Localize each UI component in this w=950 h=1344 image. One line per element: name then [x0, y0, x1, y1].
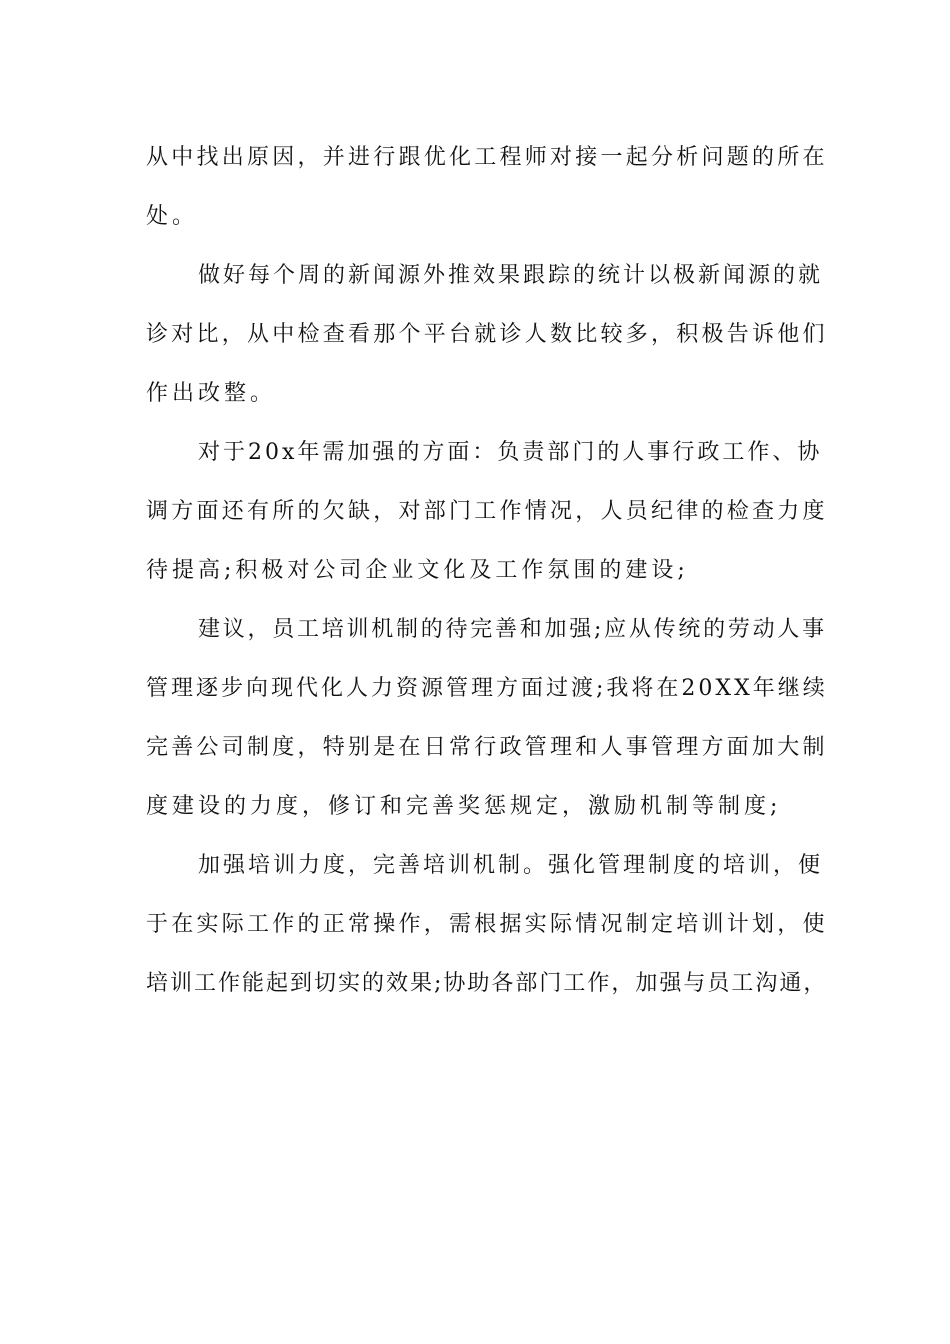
text-line: 做好每个周的新闻源外推效果跟踪的统计以极新闻源的就: [198, 263, 824, 288]
text-line: 加强培训力度，完善培训机制。强化管理制度的培训，便: [198, 853, 824, 878]
text-line: 对于20x年需加强的方面：负责部门的人事行政工作、协: [198, 440, 823, 465]
text-line: 培训工作能起到切实的效果;协助各部门工作，加强与员工沟通，: [146, 971, 828, 996]
document-body: [146, 128, 828, 1013]
text-line: 于在实际工作的正常操作，需根据实际情况制定培训计划，使: [146, 912, 828, 937]
text-line: 管理逐步向现代化人力资源管理方面过渡;我将在20XX年继续: [146, 676, 828, 701]
text-line: 完善公司制度，特别是在日常行政管理和人事管理方面加大制: [146, 735, 828, 760]
text-line: 处。: [146, 204, 199, 229]
text-line: 度建设的力度，修订和完善奖惩规定，激励机制等制度;: [146, 794, 782, 819]
text-line: 从中找出原因，并进行跟优化工程师对接一起分析问题的所在: [146, 145, 828, 170]
text-line: 待提高;积极对公司企业文化及工作氛围的建设;: [146, 558, 689, 583]
text-line: 诊对比，从中检查看那个平台就诊人数比较多，积极告诉他们: [146, 322, 828, 347]
text-line: 建议，员工培训机制的待完善和加强;应从传统的劳动人事: [198, 617, 827, 642]
text-line: 作出改整。: [146, 381, 277, 406]
text-line: 调方面还有所的欠缺，对部门工作情况，人员纪律的检查力度: [146, 499, 828, 524]
